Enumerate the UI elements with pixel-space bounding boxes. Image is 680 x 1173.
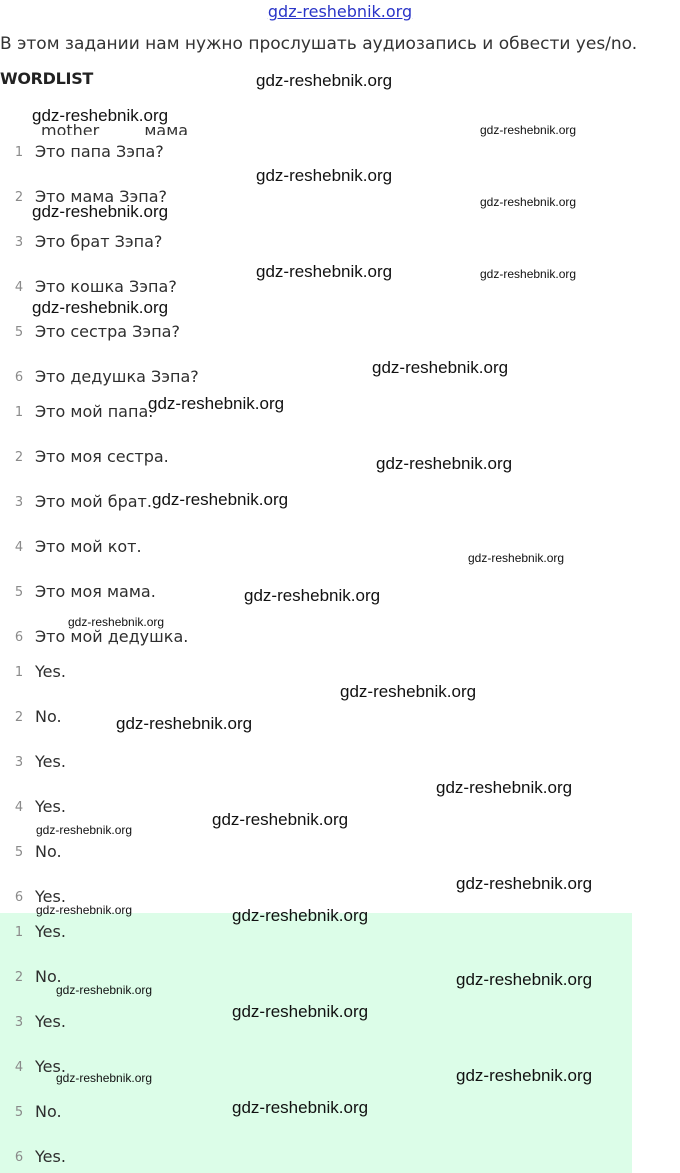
item-number: 4 bbox=[14, 540, 24, 555]
item-number: 5 bbox=[14, 585, 24, 600]
site-link[interactable]: gdz-reshebnik.org bbox=[267, 2, 413, 21]
wordlist-heading: WORDLIST bbox=[0, 69, 94, 88]
watermark-text: gdz-reshebnik.org bbox=[256, 262, 393, 281]
watermark-text: gdz-reshebnik.org bbox=[32, 202, 169, 221]
watermark-text: gdz-reshebnik.org bbox=[32, 106, 169, 125]
item-number: 1 bbox=[14, 925, 24, 940]
watermark-text: gdz-reshebnik.org bbox=[436, 778, 573, 797]
item-text: Yes. bbox=[35, 887, 66, 906]
item-number: 2 bbox=[14, 190, 24, 205]
watermark-text: gdz-reshebnik.org bbox=[456, 1066, 593, 1085]
wordlist-word-ru: мама bbox=[144, 121, 189, 135]
item-text: Это мой брат. bbox=[35, 492, 152, 511]
item-text: No. bbox=[35, 707, 62, 726]
watermark-text: gdz-reshebnik.org bbox=[244, 586, 381, 605]
item-number: 1 bbox=[14, 405, 24, 420]
item-number: 1 bbox=[14, 665, 24, 680]
item-text: Это сестра Зэпа? bbox=[35, 322, 180, 341]
item-number: 5 bbox=[14, 1105, 24, 1120]
item-text: Это мама Зэпа? bbox=[35, 187, 167, 206]
watermark-text: gdz-reshebnik.org bbox=[56, 983, 153, 997]
item-text: Это моя мама. bbox=[35, 582, 156, 601]
watermark-text: gdz-reshebnik.org bbox=[468, 551, 565, 565]
item-number: 6 bbox=[14, 370, 24, 385]
item-text: Это мой папа. bbox=[35, 402, 154, 421]
item-text: Это брат Зэпа? bbox=[35, 232, 163, 251]
item-number: 1 bbox=[14, 145, 24, 160]
item-number: 4 bbox=[14, 1060, 24, 1075]
item-text: Это мой кот. bbox=[35, 537, 142, 556]
watermark-text: gdz-reshebnik.org bbox=[456, 874, 593, 893]
watermark-text: gdz-reshebnik.org bbox=[232, 1002, 369, 1021]
item-text: Yes. bbox=[35, 1147, 66, 1166]
item-text: Yes. bbox=[35, 922, 66, 941]
item-text: Yes. bbox=[35, 662, 66, 681]
watermark-text: gdz-reshebnik.org bbox=[480, 267, 577, 281]
watermark-text: gdz-reshebnik.org bbox=[148, 394, 285, 413]
watermark-text: gdz-reshebnik.org bbox=[340, 682, 477, 701]
item-number: 2 bbox=[14, 710, 24, 725]
item-text: Yes. bbox=[35, 1057, 66, 1076]
watermark-text: gdz-reshebnik.org bbox=[212, 810, 349, 829]
watermark-text: gdz-reshebnik.org bbox=[32, 298, 169, 317]
item-text: Это кошка Зэпа? bbox=[35, 277, 177, 296]
item-text: No. bbox=[35, 967, 62, 986]
watermark-text: gdz-reshebnik.org bbox=[116, 714, 253, 733]
item-number: 6 bbox=[14, 890, 24, 905]
item-number: 3 bbox=[14, 495, 24, 510]
watermark-text: gdz-reshebnik.org bbox=[232, 1098, 369, 1117]
watermark-text: gdz-reshebnik.org bbox=[256, 166, 393, 185]
item-text: Yes. bbox=[35, 752, 66, 771]
item-text: Yes. bbox=[35, 1012, 66, 1031]
watermark-text: gdz-reshebnik.org bbox=[480, 123, 577, 137]
item-text: Это папа Зэпа? bbox=[35, 142, 164, 161]
item-number: 5 bbox=[14, 845, 24, 860]
item-number: 5 bbox=[14, 325, 24, 340]
item-number: 3 bbox=[14, 755, 24, 770]
item-number: 2 bbox=[14, 970, 24, 985]
watermark-text: gdz-reshebnik.org bbox=[456, 970, 593, 989]
watermark-text: gdz-reshebnik.org bbox=[36, 903, 133, 917]
item-number: 4 bbox=[14, 800, 24, 815]
answer-highlight-box bbox=[0, 913, 632, 1173]
wordlist-word-en: mother bbox=[41, 121, 100, 135]
watermark-text: gdz-reshebnik.org bbox=[56, 1071, 153, 1085]
item-text: Это дедушка Зэпа? bbox=[35, 367, 199, 386]
item-number: 2 bbox=[14, 450, 24, 465]
watermark-text: gdz-reshebnik.org bbox=[232, 906, 369, 925]
item-text: Это моя сестра. bbox=[35, 447, 169, 466]
item-number: 6 bbox=[14, 630, 24, 645]
watermark-text: gdz-reshebnik.org bbox=[480, 195, 577, 209]
watermark-text: gdz-reshebnik.org bbox=[372, 358, 509, 377]
watermark-text: gdz-reshebnik.org bbox=[152, 490, 289, 509]
item-number: 3 bbox=[14, 235, 24, 250]
item-number: 3 bbox=[14, 1015, 24, 1030]
item-text: Это мой дедушка. bbox=[35, 627, 189, 646]
item-text: No. bbox=[35, 842, 62, 861]
watermark-text: gdz-reshebnik.org bbox=[36, 823, 133, 837]
watermark-text: gdz-reshebnik.org bbox=[68, 615, 165, 629]
item-number: 6 bbox=[14, 1150, 24, 1165]
item-text: No. bbox=[35, 1102, 62, 1121]
watermark-text: gdz-reshebnik.org bbox=[376, 454, 513, 473]
item-text: Yes. bbox=[35, 797, 66, 816]
item-number: 4 bbox=[14, 280, 24, 295]
watermark-text: gdz-reshebnik.org bbox=[256, 71, 393, 90]
task-intro: В этом задании нам нужно прослушать аудиозапись и обвести yes/no. bbox=[0, 34, 638, 54]
